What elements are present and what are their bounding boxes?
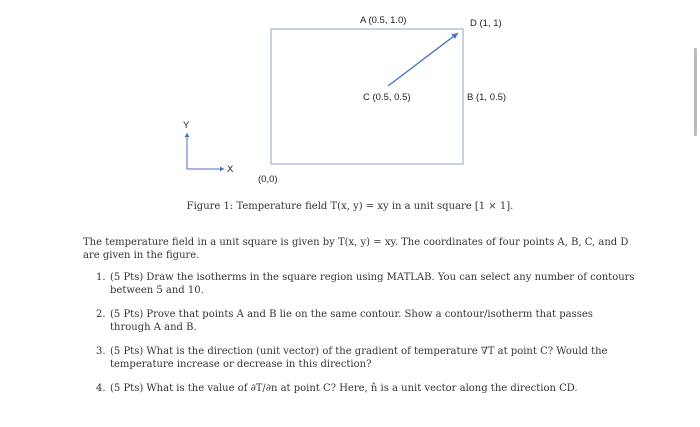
y-axis-label: Y bbox=[183, 120, 190, 131]
question-text: (5 Pts) What is the value of ∂T/∂n at point C? Here, n̂ is a unit vector along the direction CD. bbox=[110, 383, 578, 394]
question-text: (5 Pts) What is the direction (unit vector) of the gradient of temperature ∇T at point C? Would the temperature increase or decrease in this direction? bbox=[110, 346, 608, 370]
question-number: 1. bbox=[96, 272, 106, 283]
question-item bbox=[96, 272, 636, 297]
question-text: (5 Pts) Draw the isotherms in the square region using MATLAB. You can select any number of contours between 5 and 10. bbox=[110, 272, 635, 296]
arrow-c-to-d bbox=[388, 33, 458, 86]
axis-indicator bbox=[183, 120, 234, 175]
question-item bbox=[96, 383, 636, 396]
label-origin: (0,0) bbox=[258, 174, 278, 185]
question-item bbox=[96, 346, 636, 371]
question-number: 4. bbox=[96, 383, 106, 394]
question-text: (5 Pts) Prove that points A and B lie on the same contour. Show a contour/isotherm that passes through A and B. bbox=[110, 309, 593, 333]
label-point-b: B (1, 0.5) bbox=[467, 92, 507, 103]
question-number: 2. bbox=[96, 309, 106, 320]
question-list bbox=[96, 272, 636, 408]
question-item bbox=[96, 309, 636, 334]
intro-paragraph: The temperature field in a unit square is given by T(x, y) = xy. The coordinates of four points A, B, C, and D are given in the figure. bbox=[83, 237, 629, 261]
vertical-scrollbar[interactable] bbox=[694, 48, 697, 136]
label-point-d: D (1, 1) bbox=[470, 18, 502, 29]
question-number: 3. bbox=[96, 346, 106, 357]
label-point-a: A (0.5, 1.0) bbox=[360, 15, 407, 26]
figure-caption: Figure 1: Temperature field T(x, y) = xy in a unit square [1 × 1]. bbox=[186, 201, 514, 212]
label-point-c: C (0.5, 0.5) bbox=[363, 92, 411, 103]
x-axis-label: X bbox=[227, 164, 234, 175]
temperature-figure bbox=[0, 0, 700, 200]
